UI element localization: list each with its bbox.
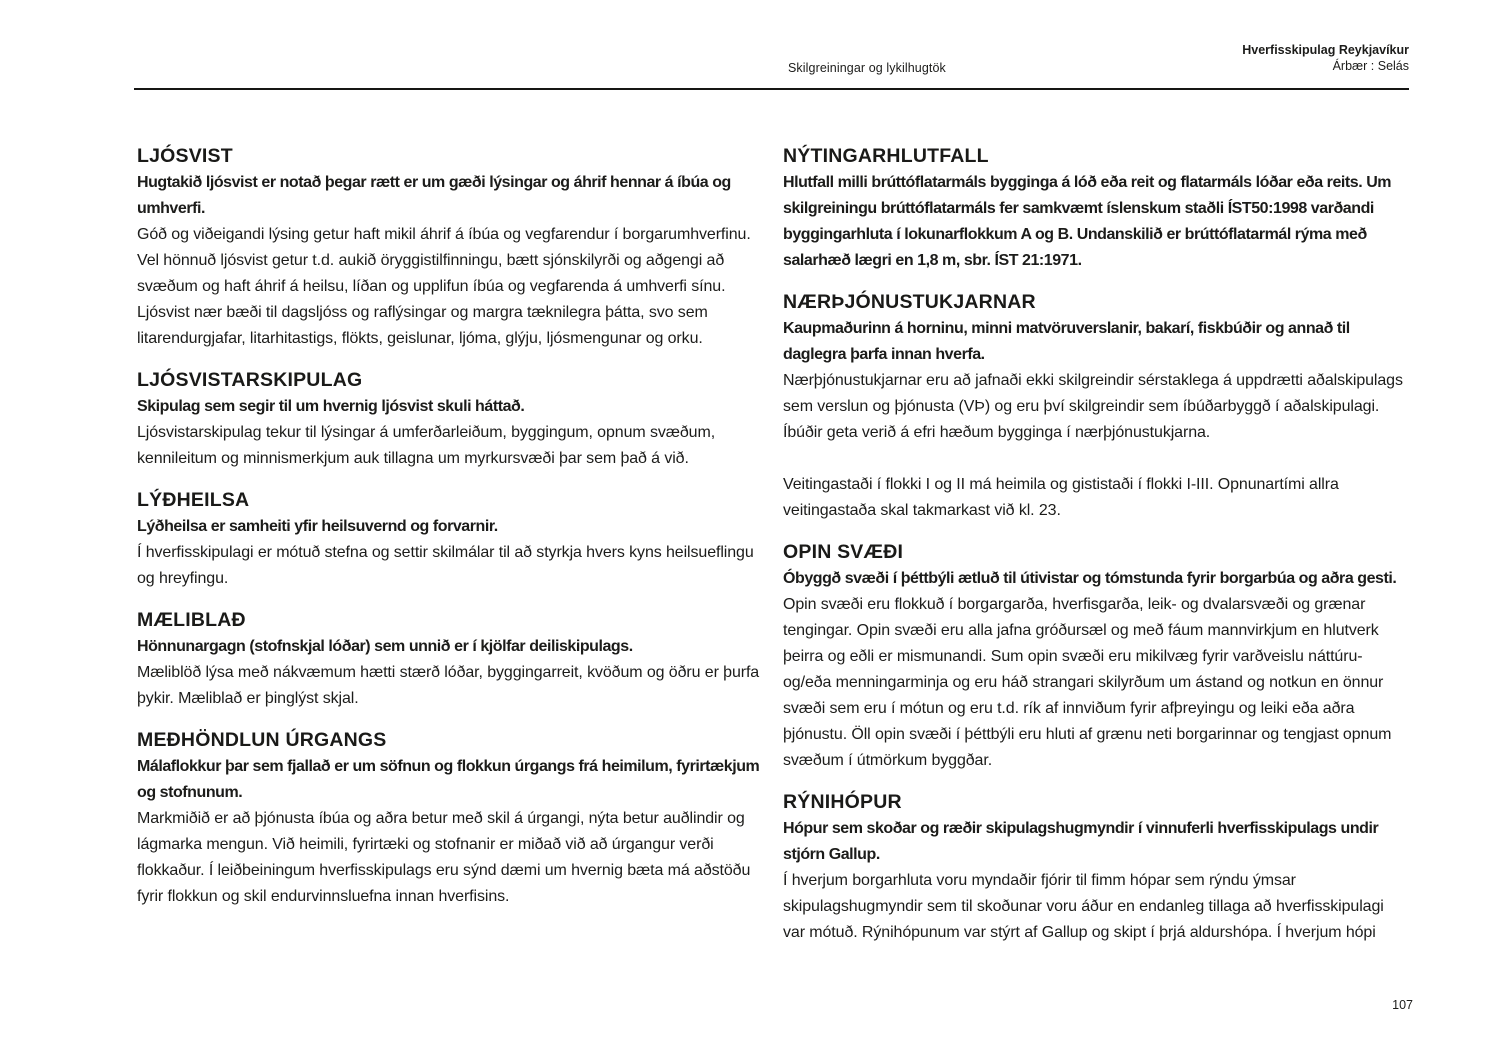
entry-heading: OPIN SVÆÐI <box>783 541 904 563</box>
entry-maeliblad <box>137 607 763 712</box>
entry-definition-lead: Málaflokkur þar sem fjallað er um söfnun og flokkun úrgangs frá heimilum, fyrirtækjum og stofnunum. <box>137 758 760 801</box>
entry-definition-lead: Hlutfall milli brúttóflatarmáls bygginga á lóð eða reit og flatarmáls lóðar eða reits. Um skilgreiningu brúttóflatarmáls fer samkvæmt íslenskum staðli ÍST50:1998 varðandi byggingarhluta í lokunarflokkum A og B. Undanskilið er brúttóflatarmál rýma með salarhæð lægri en 1,8 m, sbr. ÍST 21:1971. <box>783 174 1392 269</box>
entry-body-paragraph: Í hverjum borgarhluta voru myndaðir fjórir til fimm hópar sem rýndu ýmsar skipulagshugmyndir sem til skoðunar voru áður en endanleg tillaga að hverfisskipulagi var mótuð. Rýnihópunum var stýrt af Gallup og skipt í þrjá aldurshópa. Í hverjum hópi <box>783 872 1384 941</box>
header-document-title: Hverfisskipulag Reykjavíkur <box>1242 43 1409 57</box>
entry-rynihopur <box>783 789 1409 946</box>
entry-medhondlun-urgangs <box>137 727 763 910</box>
entry-definition-lead: Hópur sem skoðar og ræðir skipulagshugmyndir í vinnuferli hverfisskipulags undir stjórn Gallup. <box>783 820 1379 863</box>
entry-heading: MEÐHÖNDLUN ÚRGANGS <box>137 729 387 751</box>
header-divider-rule <box>134 88 1409 90</box>
glossary-columns <box>137 143 1409 946</box>
entry-heading: MÆLIBLAÐ <box>137 609 246 631</box>
entry-body-paragraph: Góð og viðeigandi lýsing getur haft mikil áhrif á íbúa og vegfarendur í borgarumhverfinu. Vel hönnuð ljósvist getur t.d. aukið öryggistilfinningu, bætt sjónskilyrði og aðgengi að svæðum og haft áhrif á heilsu, líðan og upplifun íbúa og vegfarenda á umhverfi sínu. Ljósvist nær bæði til dagsljóss og raflýsingar og margra tæknilegra þátta, svo sem litarendurgjafar, litarhitastigs, flökts, geislunar, ljóma, glýju, ljósmengunar og orku. <box>137 226 751 347</box>
entry-body-paragraph: Mæliblöð lýsa með nákvæmum hætti stærð lóðar, byggingarreit, kvöðum og öðru er þurfa þykir. Mæliblað er þinglýst skjal. <box>137 664 760 707</box>
entry-body-paragraph: Veitingastaði í flokki I og II má heimila og gististaði í flokki I-III. Opnunartími allra veitingastaða skal takmarkast við kl. 23. <box>783 476 1339 519</box>
entry-heading: LJÓSVIST <box>137 145 233 167</box>
entry-heading: NÆRÞJÓNUSTUKJARNAR <box>783 291 1036 313</box>
entry-definition-lead: Hugtakið ljósvist er notað þegar rætt er um gæði lýsingar og áhrif hennar á íbúa og umhverfi. <box>137 174 731 217</box>
entry-heading: RÝNIHÓPUR <box>783 791 902 813</box>
page-number: 107 <box>1392 998 1413 1012</box>
entry-naerthjonustukjarnar <box>783 289 1409 524</box>
entry-body-paragraph: Opin svæði eru flokkuð í borgargarða, hverfisgarða, leik- og dvalarsvæði og grænar tengingar. Opin svæði eru alla jafna gróðursæl og með fáum mannvirkjum en hlutverk þeirra og eðli er mismunandi. Sum opin svæði eru mikilvæg fyrir varðveislu náttúru- og/eða menningarminja og eru háð strangari skilyrðum um ástand og notkun en önnur svæði sem eru í mótun og eru t.d. rík af innviðum fyrir afþreyingu og leiki eða aðra þjónustu. Öll opin svæði í þéttbýli eru hluti af grænu neti borgarinnar og tengjast opnum svæðum í útmörkum byggðar. <box>783 596 1392 769</box>
header-section-label: Skilgreiningar og lykilhugtök <box>788 61 946 75</box>
entry-body-paragraph: Nærþjónustukjarnar eru að jafnaði ekki skilgreindir sérstaklega á uppdrætti aðalskipulags sem verslun og þjónusta (VÞ) og eru því skilgreindir sem íbúðarbyggð í aðalskipulagi. Íbúðir geta verið á efri hæðum bygginga í nærþjónustukjarna. <box>783 372 1403 441</box>
entry-definition-lead: Óbyggð svæði í þéttbýli ætluð til útivistar og tómstunda fyrir borgarbúa og aðra gesti. <box>783 570 1397 587</box>
entry-lydheilsa <box>137 487 763 592</box>
entry-ljosvist <box>137 143 763 352</box>
entry-definition-lead: Lýðheilsa er samheiti yfir heilsuvernd og forvarnir. <box>137 518 498 535</box>
entry-ljosvistarskipulag <box>137 367 763 472</box>
entry-opin-svaedi <box>783 539 1409 774</box>
entry-heading: NÝTINGARHLUTFALL <box>783 145 989 167</box>
header-district-label: Árbær : Selás <box>1332 58 1409 73</box>
entry-body-paragraph: Markmiðið er að þjónusta íbúa og aðra betur með skil á úrgangi, nýta betur auðlindir og lágmarka mengun. Við heimili, fyrirtæki og stofnanir er miðað við að úrgangur verði flokkaður. Í leiðbeiningum hverfisskipulags eru sýnd dæmi um hvernig bæta má aðstöðu fyrir flokkun og skil endurvinnsluefna innan hverfisins. <box>137 810 751 905</box>
entry-heading: LJÓSVISTARSKIPULAG <box>137 369 363 391</box>
entry-body-paragraph: Í hverfisskipulagi er mótuð stefna og settir skilmálar til að styrkja hvers kyns heilsueflingu og hreyfingu. <box>137 544 754 587</box>
left-column <box>137 143 763 946</box>
entry-heading: LÝÐHEILSA <box>137 489 250 511</box>
entry-definition-lead: Hönnunargagn (stofnskjal lóðar) sem unnið er í kjölfar deiliskipulags. <box>137 638 633 655</box>
header-document-info <box>1242 43 1409 74</box>
entry-definition-lead: Skipulag sem segir til um hvernig ljósvist skuli háttað. <box>137 398 525 415</box>
entry-body-paragraph: Ljósvistarskipulag tekur til lýsingar á umferðarleiðum, byggingum, opnum svæðum, kennileitum og minnismerkjum auk tillagna um myrkursvæði þar sem það á við. <box>137 424 716 467</box>
entry-nytingarhlutfall <box>783 143 1409 274</box>
entry-definition-lead: Kaupmaðurinn á horninu, minni matvöruverslanir, bakarí, fiskbúðir og annað til daglegra þarfa innan hverfa. <box>783 320 1350 363</box>
right-column <box>783 143 1409 946</box>
